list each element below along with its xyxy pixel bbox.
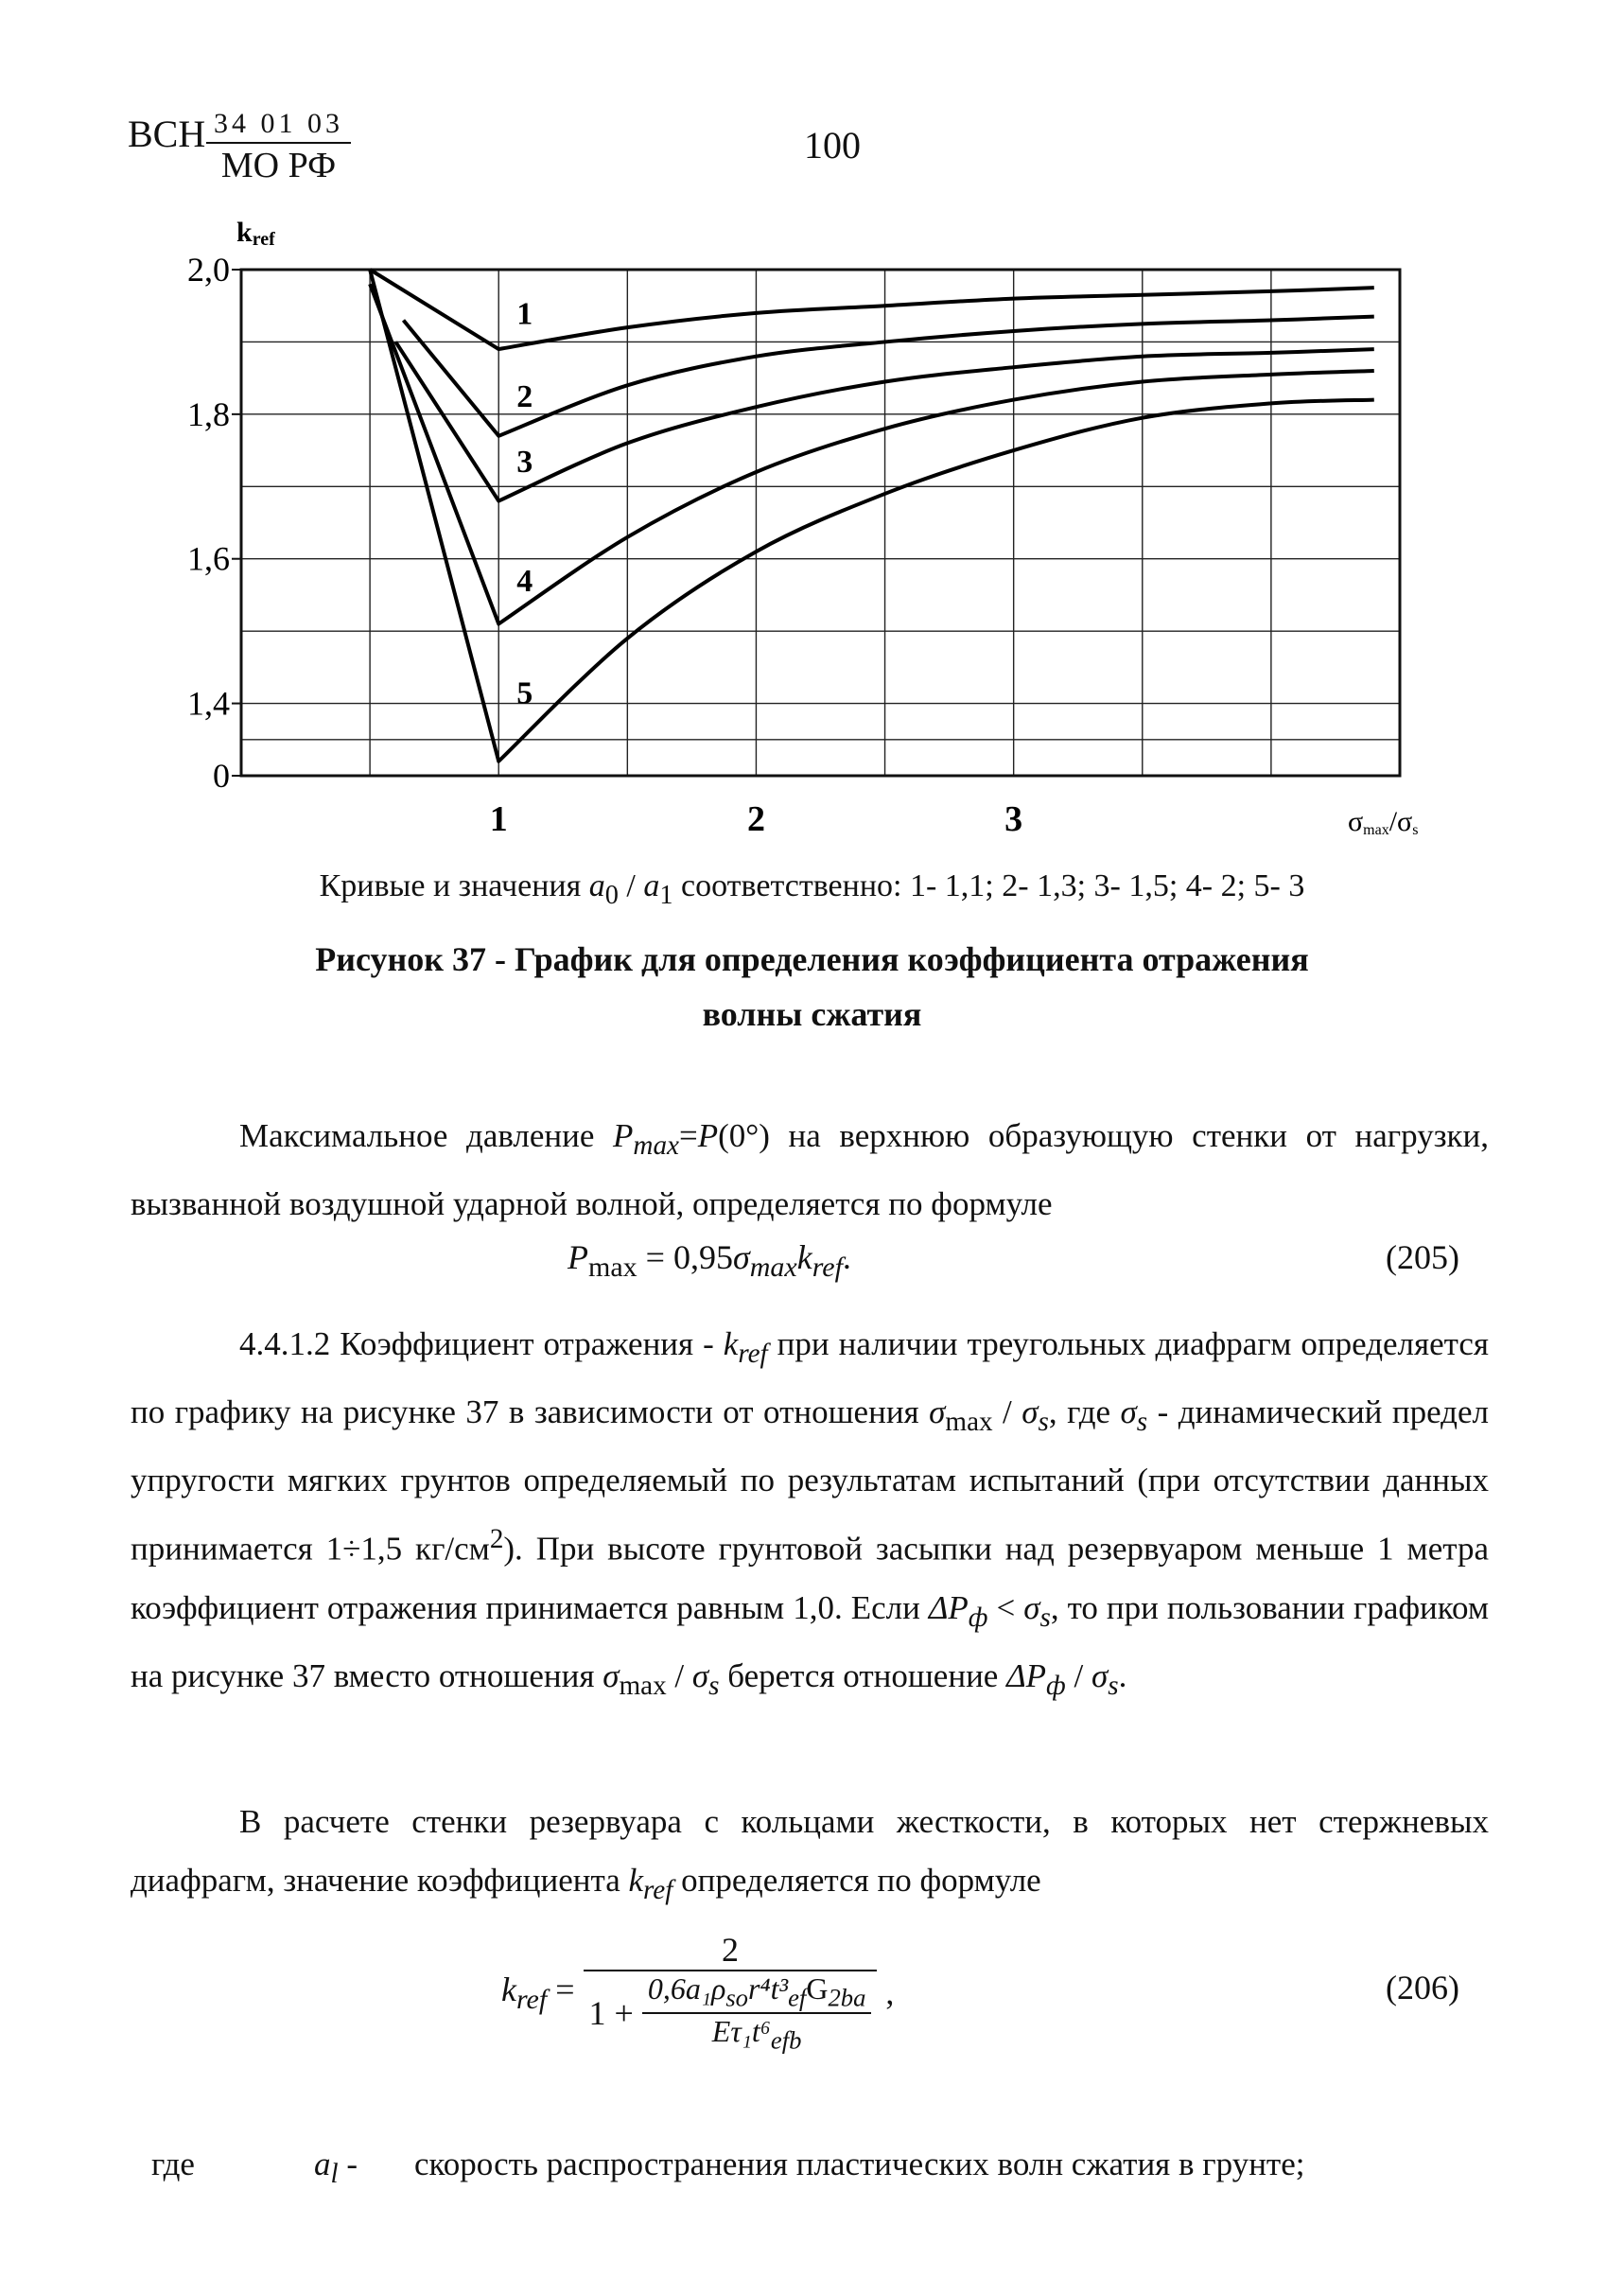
caption-a1-sub: 1 — [659, 880, 673, 910]
p1-text: Максимальное давление — [239, 1117, 614, 1154]
paragraph-reflection-coefficient — [131, 1315, 1489, 1715]
p2-s5: σ — [602, 1656, 620, 1694]
p2-dp: ΔP — [928, 1588, 969, 1626]
eq205-lhs-sub: max — [588, 1252, 637, 1284]
x-tick-label-0: 1 — [489, 799, 508, 839]
eq206-inner-num-r: r⁴t³ — [748, 1971, 789, 2006]
x-tick-label-2: 3 — [1004, 799, 1023, 839]
curve-label-1: 1 — [516, 296, 533, 332]
p3-k-sub: ref — [643, 1875, 673, 1905]
document-code-numerator: 34 01 03 — [206, 106, 351, 144]
p3-k: k — [628, 1862, 644, 1899]
eq206-inner-num — [642, 1971, 872, 2014]
eq206-comma: , — [885, 1973, 895, 2012]
p2-s3: σ — [1120, 1393, 1137, 1430]
y-axis-label: kref — [236, 217, 275, 250]
p2-dp2-sep: / — [1065, 1656, 1091, 1694]
p2-s4: σ — [1023, 1588, 1040, 1626]
y-tick-label-2: 1,6 — [187, 539, 230, 578]
p2-k: k — [723, 1325, 739, 1362]
p2-t3: , где — [1048, 1393, 1121, 1430]
eq205-rhs: = 0,95 — [637, 1238, 733, 1276]
caption-tail: соответственно: 1- 1,1; 2- 1,3; 3- 1,5; 4- 2; 5- 3 — [672, 868, 1305, 903]
p2-t8: . — [1118, 1656, 1127, 1694]
eq206-inner-num-r-sub: ef — [788, 1983, 807, 2012]
caption-sep: / — [618, 868, 644, 903]
p2-s7-sub: s — [1108, 1670, 1119, 1701]
equation-206-number: (206) — [1386, 1969, 1459, 2006]
eq205-sigma-sub: max — [749, 1252, 797, 1284]
curve-label-5: 5 — [516, 675, 533, 711]
p2-s1-sep: / — [992, 1393, 1022, 1430]
eq206-inner-den — [642, 2014, 872, 2055]
p2-t1: 4.4.1.2 Коэффициент отражения - — [239, 1325, 724, 1362]
paragraph-max-pressure — [131, 1107, 1489, 1234]
p2-dp2: ΔP — [1006, 1656, 1047, 1694]
x-tick-label-1: 2 — [746, 799, 765, 839]
eq206-inner-num-g-sub: 2ba — [828, 1983, 866, 2012]
p1-pmax: P — [613, 1117, 634, 1154]
x-axis-label: σmax/σs — [1348, 806, 1419, 838]
p2-lt: < — [987, 1588, 1024, 1626]
p2-s4-sub: s — [1039, 1602, 1051, 1633]
y-tick-label-0: 2,0 — [187, 251, 230, 289]
p2-s6: σ — [691, 1656, 709, 1694]
page-number: 100 — [804, 124, 861, 166]
plot-frame — [241, 270, 1400, 776]
eq206-lhs: k — [501, 1970, 516, 2008]
y-tick-label-3: 1,4 — [187, 684, 230, 723]
p2-dp2-sub: ф — [1046, 1670, 1066, 1701]
eq206-denominator — [584, 1971, 878, 2056]
document-code-prefix: ВСН — [128, 113, 206, 155]
p2-s3-sub: s — [1136, 1407, 1148, 1437]
figure-title-line2: волны сжатия — [702, 995, 922, 1033]
eq206-inner-den-main: Eτ₁t⁶ — [711, 2014, 771, 2049]
eq205-end: . — [842, 1238, 851, 1276]
reflection-coefficient-chart — [0, 0, 1624, 851]
where-definition: скорость распространения пластических волн сжатия в грунте; — [414, 2146, 1305, 2182]
p2-t4: - динамический предел упругости мягких грунтов определяемый по результатам испытаний (при отсутствии данных принимается 1÷1,5 кг/см — [131, 1393, 1489, 1568]
where-sym: a — [314, 2146, 331, 2182]
eq205-lhs: P — [568, 1238, 588, 1276]
caption-lead: Кривые и значения — [319, 868, 589, 903]
curve-label-3: 3 — [516, 445, 533, 480]
p1-text2: (0°) на верхнюю образующую стенки от нагрузки, вызванной воздушной ударной волной, определяется по формуле — [131, 1117, 1490, 1222]
p2-s1: σ — [929, 1393, 946, 1430]
eq206-one-plus: 1 + — [588, 1994, 634, 2033]
where-label: где — [151, 2146, 195, 2182]
where-symbol — [314, 2146, 358, 2190]
y-tick-label-4: 0 — [213, 757, 230, 795]
p2-s2: σ — [1022, 1393, 1039, 1430]
p2-t6: , то при пользовании графиком на рисунке 37 вместо отношения — [131, 1588, 1489, 1694]
eq206-inner-den-sub: efb — [770, 2025, 802, 2055]
p2-t7: берется отношение — [719, 1656, 1007, 1694]
figure-legend-caption — [0, 868, 1624, 911]
eq205-k: k — [796, 1238, 812, 1276]
p2-k-sub: ref — [738, 1339, 768, 1369]
p2-s7: σ — [1091, 1656, 1109, 1694]
eq206-inner-num-g: G — [806, 1971, 829, 2006]
p2-dp-sub: ф — [968, 1602, 988, 1633]
p1-eq: = — [679, 1117, 698, 1154]
caption-a0: a — [588, 868, 605, 903]
curve-label-4: 4 — [516, 564, 533, 600]
eq205-sigma: σ — [732, 1238, 750, 1276]
figure-title-line1: Рисунок 37 - График для определения коэффициента отражения — [315, 940, 1309, 978]
where-sym-sub: l — [330, 2159, 339, 2189]
chart-grid — [241, 270, 1400, 776]
equation-205 — [568, 1237, 851, 1284]
figure-title — [142, 932, 1482, 1042]
curve-label-2: 2 — [516, 379, 533, 415]
eq206-main-fraction — [584, 1930, 878, 2056]
p3-t1: В расчете стенки резервуара с кольцами жесткости, в которых нет стержневых диафрагм, значение коэффициента — [131, 1803, 1489, 1899]
document-code-denominator: МО РФ — [220, 146, 337, 185]
equation-205-number: (205) — [1386, 1238, 1459, 1276]
p2-t5: ). При высоте грунтовой засыпки над резервуаром меньше 1 метра коэффициент отражения принимается равным 1,0. Если — [131, 1530, 1489, 1626]
eq206-eq: = — [547, 1970, 575, 2008]
eq206-numerator: 2 — [584, 1930, 878, 1971]
p1-p0: P — [697, 1117, 719, 1154]
eq206-inner-fraction — [642, 1971, 872, 2056]
caption-a1: a — [643, 868, 660, 903]
eq206-lhs-sub: ref — [515, 1983, 548, 2015]
equation-206 — [501, 1930, 894, 2056]
p2-s6-sub: s — [708, 1670, 720, 1701]
p2-s5-sep: / — [666, 1656, 692, 1694]
eq206-inner-num-a: 0,6a₁ρ — [647, 1971, 726, 2006]
eq205-k-sub: ref — [812, 1252, 843, 1284]
p2-s2-sub: s — [1038, 1407, 1049, 1437]
where-dash: - — [338, 2146, 358, 2182]
eq206-inner-num-a-sub: so — [725, 1983, 749, 2012]
p3-t2: определяется по формуле — [672, 1862, 1041, 1899]
paragraph-stiffening-rings — [131, 1793, 1489, 1919]
p1-pmax-sub: max — [633, 1130, 679, 1161]
p2-s5-sub: max — [619, 1670, 667, 1701]
p2-s1-sub: max — [945, 1407, 993, 1437]
y-tick-label-1: 1,8 — [187, 394, 230, 433]
caption-a0-sub: 0 — [604, 880, 619, 910]
p2-sup2: 2 — [489, 1524, 504, 1554]
p2-t2: при наличии треугольных диафрагм определяется по графику на рисунке 37 в зависимости от отношения — [131, 1325, 1489, 1430]
